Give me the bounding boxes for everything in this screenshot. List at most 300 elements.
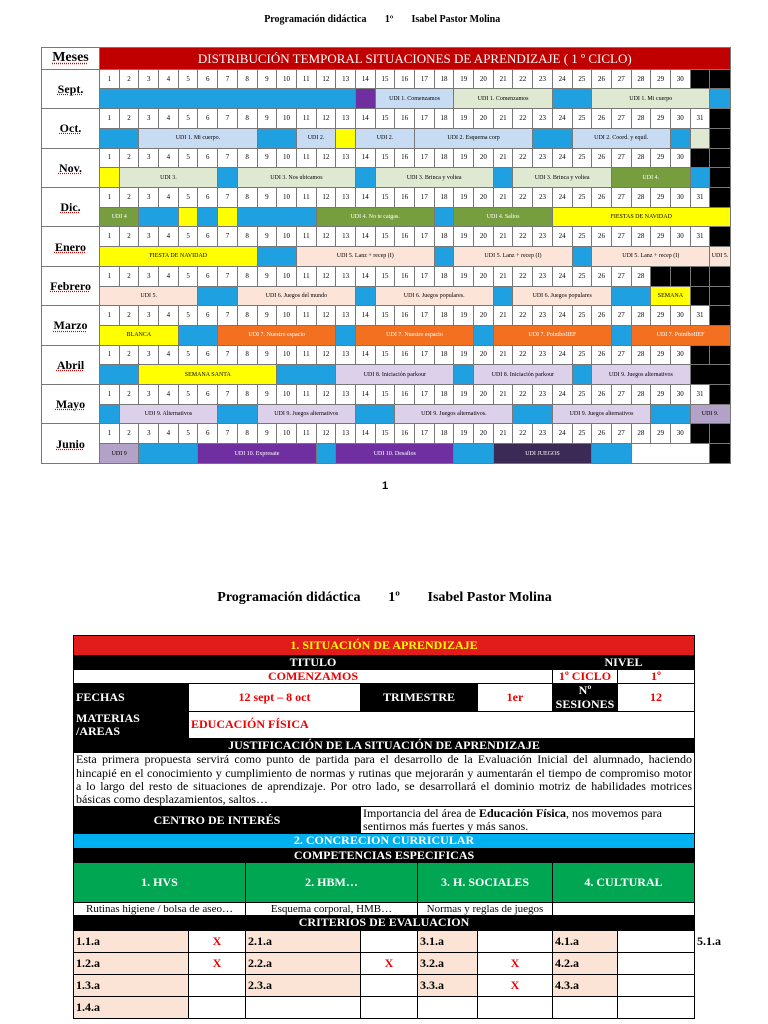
meses-label: Meses — [42, 48, 100, 70]
day-cell: 28 — [631, 69, 651, 89]
event-cell — [100, 365, 139, 385]
day-cell: 10 — [277, 148, 297, 168]
day-cell: 25 — [572, 424, 592, 444]
day-cell: 19 — [454, 345, 474, 365]
day-cell: 19 — [454, 385, 474, 405]
page-number: 1 — [381, 480, 389, 492]
day-cell: 5 — [178, 385, 198, 405]
day-cell: 27 — [611, 385, 631, 405]
event-cell: UDI 6. Juegos populares — [513, 286, 611, 306]
event-cell: UDI 3. Brinca y voltea — [375, 168, 493, 188]
day-cell: 2 — [119, 424, 139, 444]
day-cell: 26 — [592, 424, 612, 444]
day-cell: 1 — [100, 148, 120, 168]
day-cell: 25 — [572, 345, 592, 365]
day-cell: 17 — [415, 306, 435, 326]
event-cell — [710, 89, 730, 109]
criterio-mark: X — [189, 930, 246, 952]
day-cell: 12 — [316, 148, 336, 168]
day-cell: 27 — [611, 424, 631, 444]
event-cell — [237, 207, 316, 227]
day-cell: 7 — [218, 385, 238, 405]
event-cell — [710, 444, 730, 464]
day-cell: 14 — [355, 188, 375, 208]
nivel-value: 1º — [618, 670, 695, 684]
day-cell: 2 — [119, 306, 139, 326]
header-author: Isabel Pastor Molina — [427, 590, 552, 605]
event-cell — [611, 286, 650, 306]
day-cell: 15 — [375, 188, 395, 208]
day-cell: 7 — [218, 424, 238, 444]
header-title: Programación didáctica — [264, 14, 367, 25]
criterio-mark — [478, 930, 553, 952]
day-cell: 14 — [355, 227, 375, 247]
day-cell: 21 — [493, 266, 513, 286]
empty-cell — [710, 266, 730, 286]
day-cell: 2 — [119, 266, 139, 286]
day-cell: 24 — [552, 385, 572, 405]
day-cell: 25 — [572, 385, 592, 405]
empty-cell — [710, 385, 730, 405]
day-cell: 18 — [434, 109, 454, 129]
month-days-row — [42, 148, 731, 168]
event-cell — [139, 444, 198, 464]
centro-pre: Importancia del área de — [363, 806, 479, 821]
day-cell: 16 — [395, 385, 415, 405]
day-cell: 17 — [415, 188, 435, 208]
criterio-mark — [618, 952, 695, 974]
day-cell: 4 — [159, 385, 179, 405]
day-cell: 22 — [513, 306, 533, 326]
day-cell: 9 — [257, 188, 277, 208]
day-cell: 28 — [631, 424, 651, 444]
day-cell: 5 — [178, 345, 198, 365]
empty-cell — [710, 168, 730, 188]
day-cell: 10 — [277, 345, 297, 365]
titulo-label: TITULO — [74, 656, 553, 670]
day-cell: 8 — [237, 385, 257, 405]
event-cell: UDI 2. Coord. y equil. — [572, 128, 670, 148]
day-cell: 23 — [533, 306, 553, 326]
day-cell: 7 — [218, 306, 238, 326]
event-cell — [336, 128, 356, 148]
event-cell — [572, 247, 592, 267]
event-cell: UDI 6. Juegos del mundo — [237, 286, 355, 306]
day-cell: 28 — [631, 227, 651, 247]
day-cell: 4 — [159, 188, 179, 208]
day-cell: 4 — [159, 266, 179, 286]
event-cell: UDI 8. Iniciación parkour — [474, 365, 572, 385]
day-cell: 9 — [257, 306, 277, 326]
event-cell: BLANCA — [100, 325, 179, 345]
day-cell: 23 — [533, 345, 553, 365]
competencia-header: 3. H. SOCIALES — [418, 862, 553, 903]
event-cell — [178, 207, 198, 227]
day-cell: 26 — [592, 345, 612, 365]
day-cell: 22 — [513, 109, 533, 129]
day-cell: 28 — [631, 385, 651, 405]
day-cell: 20 — [474, 227, 494, 247]
criterio-mark — [361, 996, 418, 1018]
competencia-desc: Rutinas higiene / bolsa de aseo… — [74, 903, 246, 916]
day-cell: 11 — [296, 266, 316, 286]
day-cell: 1 — [100, 306, 120, 326]
day-cell: 16 — [395, 306, 415, 326]
day-cell: 5 — [178, 424, 198, 444]
day-cell: 7 — [218, 69, 238, 89]
day-cell: 11 — [296, 148, 316, 168]
criterio-mark — [618, 996, 695, 1018]
empty-cell — [710, 128, 730, 148]
day-cell: 14 — [355, 148, 375, 168]
day-cell: 15 — [375, 424, 395, 444]
day-cell: 10 — [277, 109, 297, 129]
criterio-mark: X — [189, 952, 246, 974]
month-label: Enero — [42, 227, 100, 266]
day-cell: 8 — [237, 188, 257, 208]
day-cell: 27 — [611, 69, 631, 89]
day-cell: 18 — [434, 385, 454, 405]
criterio-mark — [189, 974, 246, 996]
day-cell: 29 — [651, 424, 671, 444]
empty-cell — [690, 365, 730, 385]
fechas-label: FECHAS — [74, 684, 189, 711]
day-cell: 28 — [631, 266, 651, 286]
empty-cell — [690, 266, 710, 286]
day-cell: 3 — [139, 188, 159, 208]
competencias-label: COMPETENCIAS ESPECIFICAS — [74, 848, 695, 862]
day-cell: 10 — [277, 227, 297, 247]
day-cell: 7 — [218, 227, 238, 247]
day-cell: 21 — [493, 424, 513, 444]
ciclo-value: 1º CICLO — [553, 670, 618, 684]
month-events-row — [42, 444, 731, 464]
month-events-row — [42, 128, 731, 148]
event-cell — [651, 404, 690, 424]
event-cell: UDI 3. — [119, 168, 217, 188]
day-cell: 23 — [533, 188, 553, 208]
day-cell: 8 — [237, 345, 257, 365]
day-cell: 1 — [100, 345, 120, 365]
event-cell — [611, 325, 631, 345]
day-cell: 25 — [572, 188, 592, 208]
event-cell: UDI 9. Juegos alternativos — [257, 404, 355, 424]
day-cell: 29 — [651, 385, 671, 405]
materias-value: EDUCACIÓN FÍSICA — [189, 711, 695, 738]
event-cell: UDI 9. Juegos alternativos — [552, 404, 650, 424]
day-cell: 15 — [375, 148, 395, 168]
criterio-code: 2.2.a — [246, 952, 361, 974]
day-cell: 18 — [434, 188, 454, 208]
event-cell: UDI 5. — [100, 286, 198, 306]
day-cell: 11 — [296, 109, 316, 129]
day-cell: 19 — [454, 266, 474, 286]
day-cell: 3 — [139, 69, 159, 89]
day-cell: 28 — [631, 188, 651, 208]
day-cell: 31 — [690, 306, 710, 326]
criterio-code: 4.3.a — [553, 974, 618, 996]
empty-cell — [670, 266, 690, 286]
day-cell: 12 — [316, 227, 336, 247]
day-cell: 25 — [572, 69, 592, 89]
criterio-code: 3.1.a — [418, 930, 478, 952]
month-days-row — [42, 266, 731, 286]
day-cell: 27 — [611, 345, 631, 365]
day-cell: 4 — [159, 227, 179, 247]
day-cell: 1 — [100, 188, 120, 208]
day-cell: 17 — [415, 345, 435, 365]
day-cell: 16 — [395, 345, 415, 365]
page-header-1 — [0, 14, 768, 25]
event-cell: UDI 7. Nuestro espacio — [355, 325, 473, 345]
day-cell: 2 — [119, 148, 139, 168]
event-cell — [100, 128, 139, 148]
day-cell: 13 — [336, 109, 356, 129]
day-cell: 13 — [336, 385, 356, 405]
day-cell: 15 — [375, 306, 395, 326]
event-cell: UDI 1. Comenzamos — [375, 89, 454, 109]
criterio-code: 4.1.a — [553, 930, 618, 952]
day-cell: 3 — [139, 148, 159, 168]
day-cell: 19 — [454, 109, 474, 129]
day-cell: 4 — [159, 148, 179, 168]
event-cell: UDI 5. Lanz + recep (I) — [592, 247, 710, 267]
day-cell: 5 — [178, 227, 198, 247]
day-cell: 18 — [434, 266, 454, 286]
event-cell — [100, 168, 120, 188]
day-cell: 15 — [375, 345, 395, 365]
day-cell: 13 — [336, 227, 356, 247]
centro-bold: Educación Física — [478, 806, 566, 821]
day-cell: 17 — [415, 109, 435, 129]
competencia-desc: Normas y reglas de juegos — [418, 903, 553, 916]
day-cell: 2 — [119, 385, 139, 405]
event-cell: UDI 9. — [690, 404, 730, 424]
day-cell: 26 — [592, 148, 612, 168]
criterio-mark: X — [361, 952, 418, 974]
day-cell: 13 — [336, 266, 356, 286]
day-cell: 15 — [375, 109, 395, 129]
month-events-row — [42, 89, 731, 109]
criterio-code: 2.3.a — [246, 974, 361, 996]
day-cell: 24 — [552, 306, 572, 326]
event-cell: UDI 7. PointboIIEF — [631, 325, 730, 345]
day-cell: 10 — [277, 266, 297, 286]
day-cell: 23 — [533, 69, 553, 89]
day-cell: 18 — [434, 227, 454, 247]
empty-cell — [710, 227, 730, 247]
event-cell — [552, 89, 591, 109]
day-cell: 12 — [316, 306, 336, 326]
day-cell: 6 — [198, 385, 218, 405]
day-cell: 6 — [198, 227, 218, 247]
event-cell — [690, 168, 710, 188]
month-events-row — [42, 286, 731, 306]
day-cell: 16 — [395, 424, 415, 444]
day-cell: 4 — [159, 109, 179, 129]
day-cell: 11 — [296, 188, 316, 208]
event-cell — [355, 404, 394, 424]
centro-label: CENTRO DE INTERÉS — [74, 807, 361, 834]
day-cell: 2 — [119, 188, 139, 208]
day-cell: 27 — [611, 306, 631, 326]
empty-cell — [690, 69, 710, 89]
day-cell: 10 — [277, 385, 297, 405]
day-cell: 26 — [592, 69, 612, 89]
day-cell: 30 — [670, 69, 690, 89]
day-cell: 12 — [316, 266, 336, 286]
day-cell: 3 — [139, 385, 159, 405]
day-cell: 20 — [474, 266, 494, 286]
day-cell: 8 — [237, 69, 257, 89]
trimestre-label: TRIMESTRE — [361, 684, 478, 711]
event-cell — [454, 444, 493, 464]
event-cell — [592, 444, 631, 464]
event-cell: UDI 10. Expresate — [198, 444, 316, 464]
day-cell: 24 — [552, 148, 572, 168]
competencia-desc: Esquema corporal, HMB… — [246, 903, 418, 916]
criterio-code — [418, 996, 478, 1018]
day-cell: 13 — [336, 148, 356, 168]
day-cell: 26 — [592, 227, 612, 247]
day-cell: 7 — [218, 266, 238, 286]
header-grade: 1º — [384, 14, 394, 25]
day-cell: 6 — [198, 188, 218, 208]
day-cell: 30 — [670, 227, 690, 247]
day-cell: 20 — [474, 148, 494, 168]
day-cell: 24 — [552, 109, 572, 129]
day-cell: 23 — [533, 148, 553, 168]
day-cell: 20 — [474, 188, 494, 208]
day-cell: 24 — [552, 69, 572, 89]
day-cell: 12 — [316, 109, 336, 129]
event-cell: UDI 2. — [296, 128, 335, 148]
day-cell: 8 — [237, 306, 257, 326]
day-cell: 14 — [355, 266, 375, 286]
day-cell: 11 — [296, 306, 316, 326]
criterio-code: 1.4.a — [74, 996, 189, 1018]
day-cell: 22 — [513, 345, 533, 365]
event-cell: UDI 3. Brinca y voltea — [513, 168, 611, 188]
event-cell: UDI 9. Alternativos — [119, 404, 217, 424]
day-cell: 11 — [296, 227, 316, 247]
day-cell: 4 — [159, 345, 179, 365]
month-days-row — [42, 306, 731, 326]
event-cell: UDI 7. Nuestro espacio — [218, 325, 336, 345]
day-cell: 30 — [670, 148, 690, 168]
day-cell: 20 — [474, 69, 494, 89]
day-cell: 28 — [631, 109, 651, 129]
event-cell — [218, 404, 257, 424]
event-cell — [277, 365, 336, 385]
day-cell: 16 — [395, 266, 415, 286]
criterio-mark — [361, 974, 418, 996]
event-cell — [355, 286, 375, 306]
day-cell: 8 — [237, 227, 257, 247]
day-cell: 7 — [218, 345, 238, 365]
event-cell: UDI 7. PointboIIEF — [493, 325, 611, 345]
day-cell: 27 — [611, 266, 631, 286]
calendar-table — [41, 47, 731, 464]
header-author: Isabel Pastor Molina — [411, 14, 501, 25]
day-cell: 22 — [513, 385, 533, 405]
criterio-code: 3.2.a — [418, 952, 478, 974]
criterio-code: 1.3.a — [74, 974, 189, 996]
sa-title: 1. SITUACIÓN DE APRENDIZAJE — [74, 636, 695, 656]
day-cell: 21 — [493, 109, 513, 129]
event-cell — [198, 286, 237, 306]
day-cell: 9 — [257, 424, 277, 444]
event-cell — [336, 325, 356, 345]
event-cell — [316, 444, 336, 464]
month-days-row — [42, 69, 731, 89]
event-cell — [493, 286, 513, 306]
day-cell: 4 — [159, 424, 179, 444]
event-cell — [474, 325, 494, 345]
day-cell: 6 — [198, 424, 218, 444]
day-cell: 13 — [336, 69, 356, 89]
criterio-code: 3.3.a — [418, 974, 478, 996]
day-cell: 21 — [493, 385, 513, 405]
sesiones-value: 12 — [618, 684, 695, 711]
day-cell: 8 — [237, 148, 257, 168]
month-days-row — [42, 188, 731, 208]
day-cell: 27 — [611, 109, 631, 129]
situacion-aprendizaje-table: 1. SITUACIÓN DE APRENDIZAJE TITULO NIVEL COMENZAMOS 1º CICLO 1º FECHAS 12 sept – 8 oct TRIMESTRE 1er Nº SESIONES 12 MATERIAS /AREAS EDUCACIÓN FÍSICA JUSTIFICACIÓN DE LA SITUACIÓN DE APRENDIZAJE Esta primera propuesta servirá como punto de partida para el desarrollo de la Evaluación Inicial del alumnado, haciendo hincapié en el conocimiento y cumplimiento de normas y rutinas que mejorarán y aumentarán el tiempo de compromiso motor a lo largo del resto de situaciones de aprendizaje. Por otro lado, se desarrollará el dominio motriz de habilidades motrices básicas como desplazamientos, saltos… CENTRO DE INTERÉS Importancia del área de Educación Física, nos movemos para sentirnos más fuertes y más sanos. 2. CONCRECION CURRICULAR COMPETENCIAS ESPECIFICAS 1. HVS 2. HBM… 3. H. SOCIALES 4. CULTURAL 5. M. NATURAL Rutinas higiene / bolsa de aseo… Esquema corporal, HMB… Normas y reglas de juegos CRITERIOS DE EVALUACION 1.1.a X 2.1.a 3.1.a 4.1.a 5.1.a 1.2.a X 2.2.a X 3.2.a X 4.2.a 1.3.a 2.3.a 3.3.a X 4.3.a 1.4.a — [73, 635, 695, 1019]
day-cell: 22 — [513, 188, 533, 208]
day-cell: 14 — [355, 109, 375, 129]
day-cell: 25 — [572, 227, 592, 247]
day-cell: 3 — [139, 345, 159, 365]
event-cell — [434, 207, 454, 227]
day-cell: 30 — [670, 385, 690, 405]
day-cell: 18 — [434, 148, 454, 168]
month-label: Marzo — [42, 306, 100, 345]
day-cell: 21 — [493, 227, 513, 247]
event-cell — [355, 89, 375, 109]
event-cell — [690, 286, 710, 306]
empty-cell — [690, 148, 710, 168]
event-cell — [670, 128, 690, 148]
event-cell — [198, 207, 218, 227]
day-cell: 21 — [493, 188, 513, 208]
competencia-header: 4. CULTURAL — [553, 862, 695, 903]
event-cell — [218, 207, 238, 227]
day-cell: 24 — [552, 188, 572, 208]
day-cell: 29 — [651, 69, 671, 89]
day-cell: 14 — [355, 424, 375, 444]
day-cell: 16 — [395, 227, 415, 247]
event-cell: UDI 4. Saltos — [454, 207, 552, 227]
criterio-code — [553, 996, 618, 1018]
day-cell: 2 — [119, 227, 139, 247]
month-days-row — [42, 424, 731, 444]
criterio-mark: X — [478, 974, 553, 996]
day-cell: 31 — [690, 385, 710, 405]
criterio-code: 4.2.a — [553, 952, 618, 974]
day-cell: 29 — [651, 148, 671, 168]
day-cell: 10 — [277, 188, 297, 208]
day-cell: 2 — [119, 345, 139, 365]
month-label: Sept. — [42, 69, 100, 108]
titulo-value: COMENZAMOS — [74, 670, 553, 684]
day-cell: 10 — [277, 424, 297, 444]
criterios-label: CRITERIOS DE EVALUACION — [74, 916, 695, 930]
day-cell: 29 — [651, 227, 671, 247]
month-days-row — [42, 227, 731, 247]
day-cell: 18 — [434, 69, 454, 89]
justificacion-text: Esta primera propuesta servirá como punto de partida para el desarrollo de la Evaluación Inicial del alumnado, haciendo hincapié en el conocimiento y cumplimiento de normas y rutinas que mejorarán y aumentarán el tiempo de compromiso motor a lo largo del resto de situaciones de aprendizaje. Por otro lado, se desarrollará el dominio motriz de habilidades motrices básicas como desplazamientos, saltos… — [74, 753, 695, 807]
